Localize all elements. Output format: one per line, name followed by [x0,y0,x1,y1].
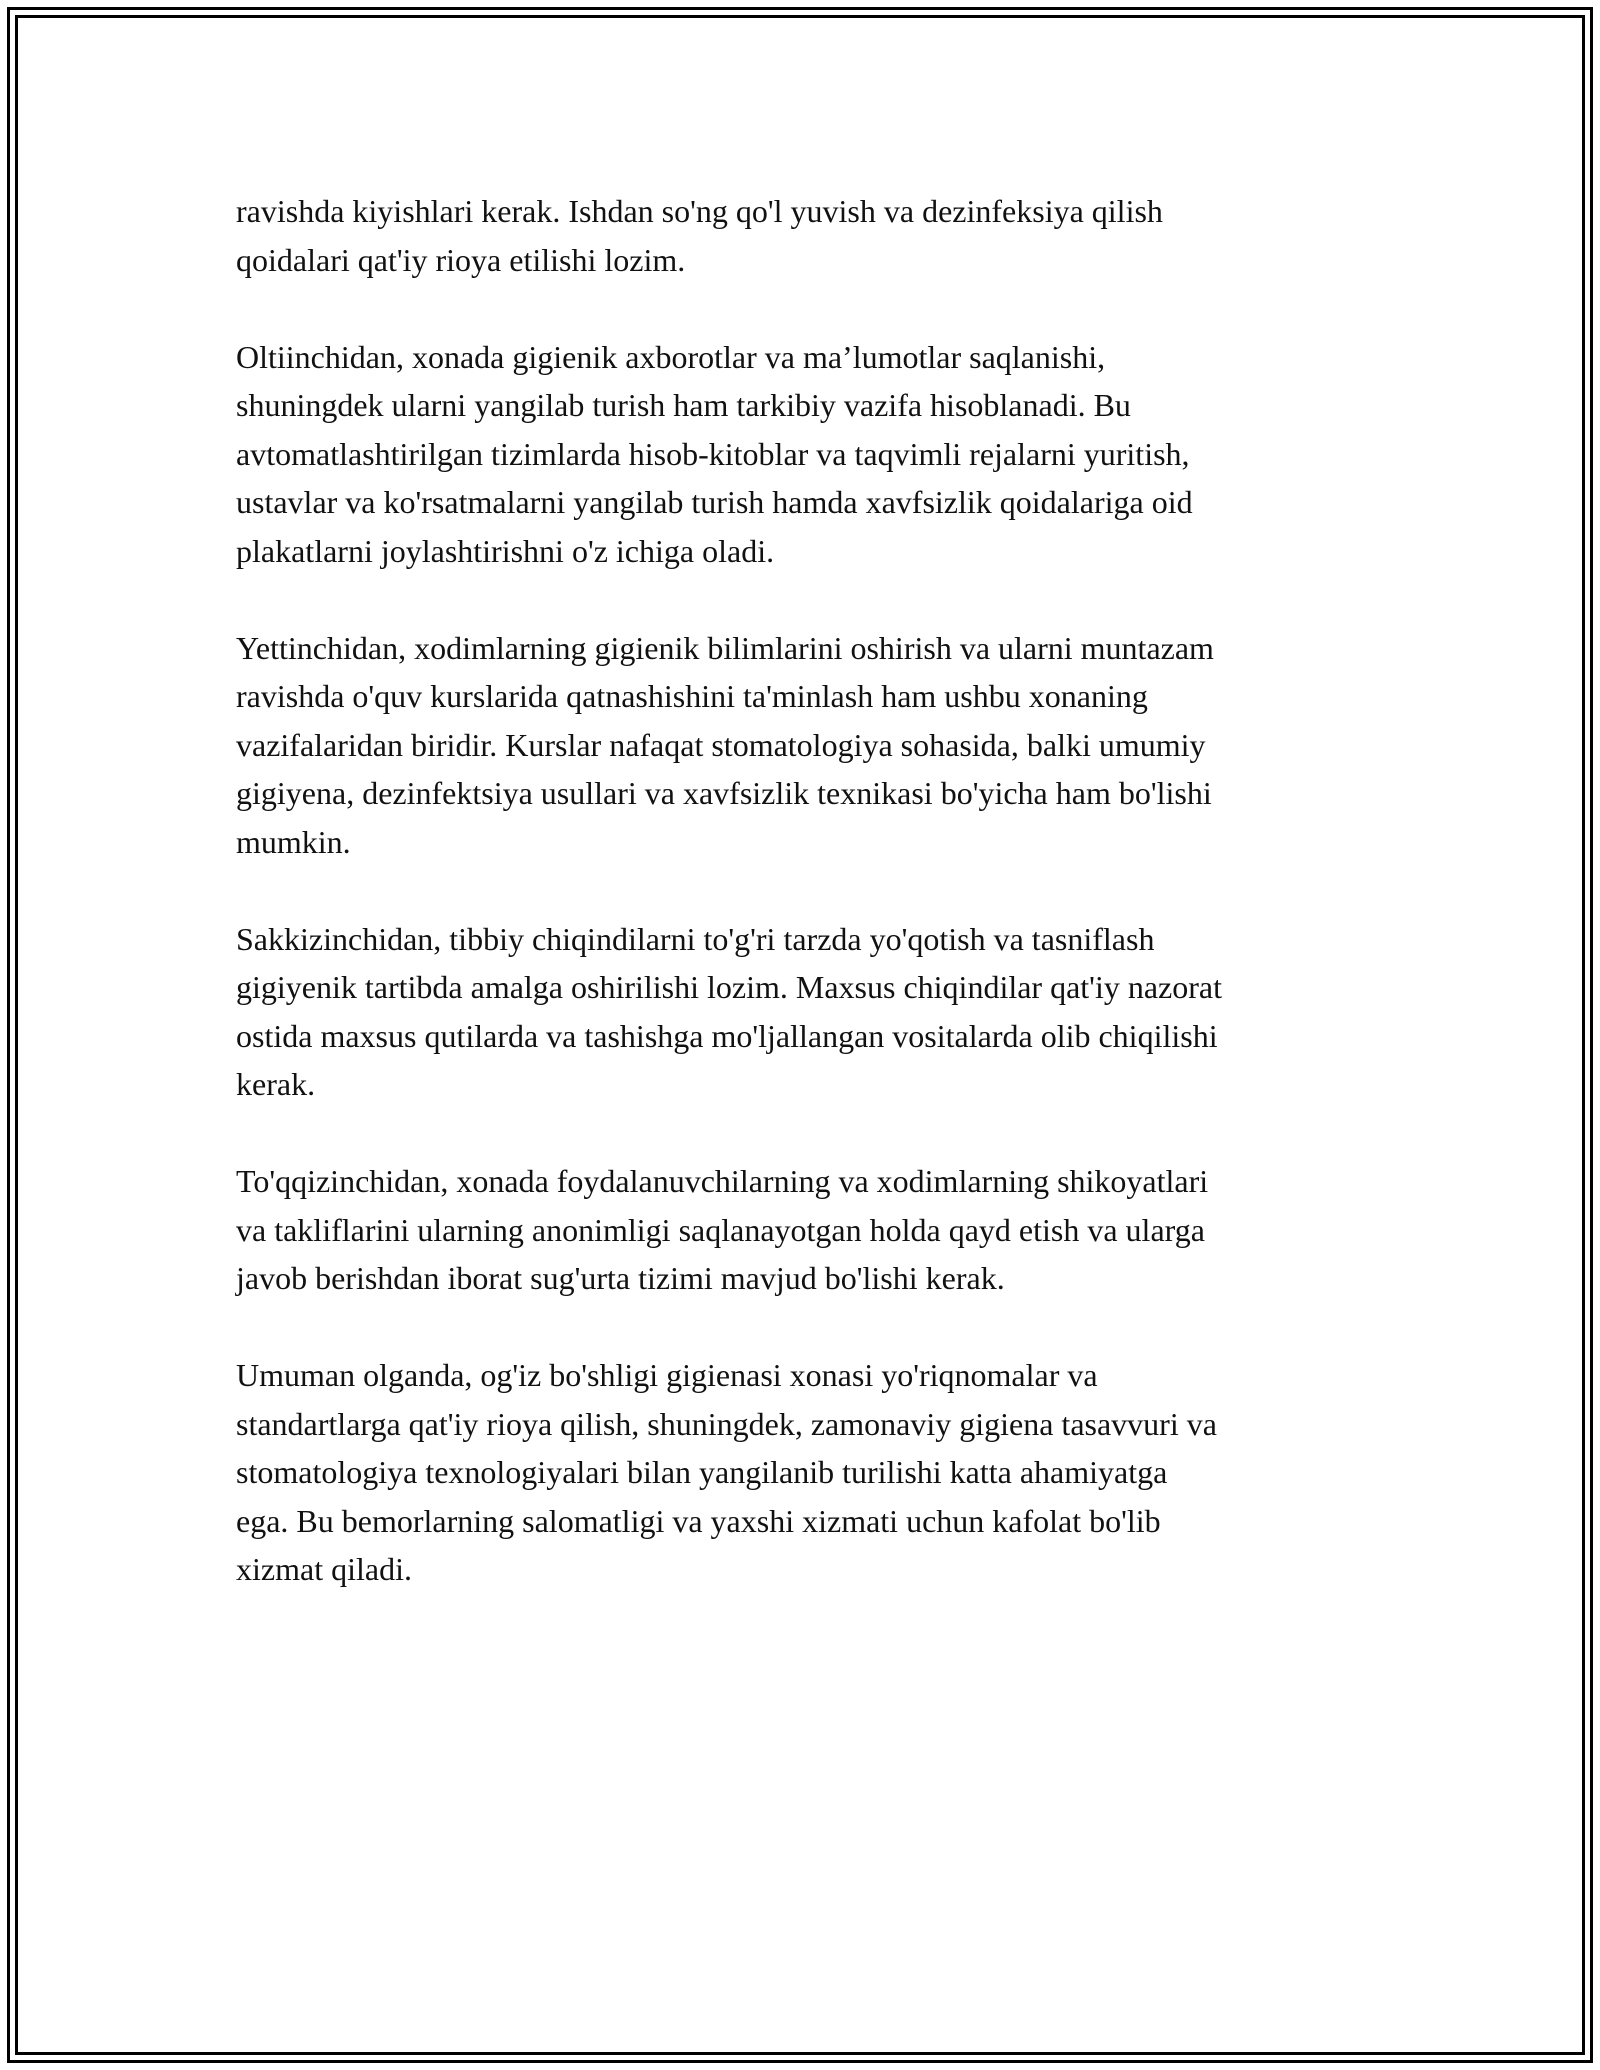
paragraph-eighth: Sakkizinchidan, tibbiy chiqindilarni to'g'ri tarzda yo'qotish va tasniflash gigiyenik tartibda amalga oshirilishi lozim. Maxsus chiqindilar qat'iy nazorat ostida maxsus qutilarda va tashishga mo'ljallangan vositalarda olib chiqilishi kerak. [236,920,1222,1102]
paragraph-conclusion: Umuman olganda, og'iz bo'shligi gigienasi xonasi yo'riqnomalar va standartlarga qat'iy rioya qilish, shuningdek, zamonaviy gigiena tasavvuri va stomatologiya texnologiyalari bilan yangilanib turilishi katta ahamiyatga ega. Bu bemorlarning salomatligi va yaxshi xizmati uchun kafolat bo'lib xizmat qiladi. [236,1357,1217,1587]
paragraph-seventh: Yettinchidan, xodimlarning gigienik bilimlarini oshirish va ularni muntazam ravishda o'quv kurslarida qatnashishini ta'minlash ham ushbu xonaning vazifalaridan biridir. Kurslar nafaqat stomatologiya sohasida, balki umumiy gigiyena, dezinfektsiya usullari va xavfsizlik texnikasi bo'yicha ham bo'lishi mumkin. [236,629,1214,860]
paragraph-sixth: Oltiinchidan, xonada gigienik axborotlar va ma’lumotlar saqlanishi, shuningdek ularni yangilab turish ham tarkibiy vazifa hisoblanadi. Bu avtomatlashtirilgan tizimlarda hisob-kitoblar va taqvimli rejalarni yuritish, ustavlar va ko'rsatmalarni yangilab turish hamda xavfsizlik qoidalariga oid plakatlarni joylashtirishni o'z ichiga oladi. [236,338,1193,569]
paragraph-ninth: To'qqizinchidan, xonada foydalanuvchilarning va xodimlarning shikoyatlari va takliflarini ularning anonimligi saqlanayotgan holda qayd etish va ularga javob berishdan iborat sug'urta tizimi mavjud bo'lishi kerak. [236,1163,1209,1296]
document-body [236,187,1366,1642]
paragraph-continuation: ravishda kiyishlari kerak. Ishdan so'ng qo'l yuvish va dezinfeksiya qilish qoidalari qat'iy rioya etilishi lozim. [236,193,1163,278]
